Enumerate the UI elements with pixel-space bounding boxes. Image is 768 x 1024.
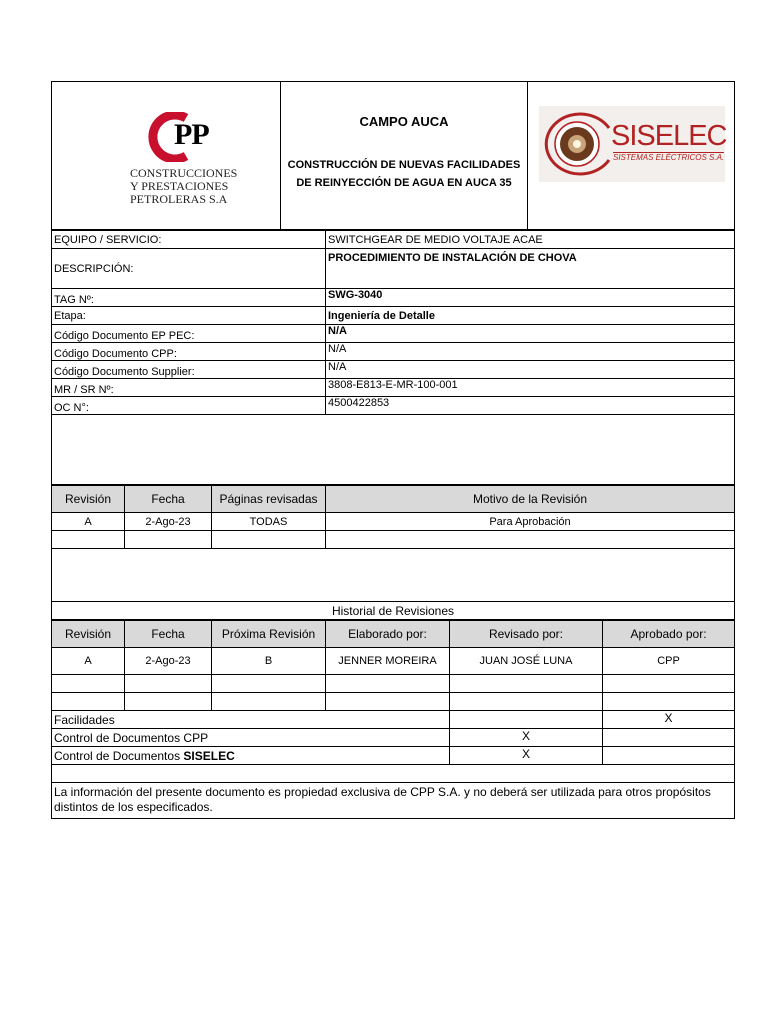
cpp-logo-line1: CONSTRUCCIONES xyxy=(130,166,238,180)
table-cell: 2-Ago-23 xyxy=(125,513,212,531)
cpp-logo-line3: PETROLERAS S.A xyxy=(130,192,228,206)
distribution-row xyxy=(52,729,735,747)
table-cell xyxy=(52,675,125,693)
table-cell: JUAN JOSÉ LUNA xyxy=(450,648,603,675)
table-cell: A xyxy=(52,648,125,675)
col-header: Fecha xyxy=(125,621,212,648)
table-cell: B xyxy=(212,648,326,675)
info-row xyxy=(52,307,735,325)
info-value: 4500422853 xyxy=(326,397,735,415)
info-row xyxy=(52,343,735,361)
col-header: Elaborado por: xyxy=(326,621,450,648)
info-value: N/A xyxy=(326,325,735,343)
info-value: N/A xyxy=(326,361,735,379)
info-row xyxy=(52,289,735,307)
info-row xyxy=(52,249,735,289)
info-label: MR / SR Nº: xyxy=(52,379,326,397)
page-title: CAMPO AUCA xyxy=(359,114,449,129)
table-row xyxy=(52,693,735,711)
document-sheet xyxy=(51,81,734,819)
table-cell xyxy=(125,693,212,711)
info-row xyxy=(52,361,735,379)
info-row xyxy=(52,325,735,343)
distribution-aprobado xyxy=(603,747,735,765)
spacer-row xyxy=(52,549,735,602)
table-cell: CPP xyxy=(603,648,735,675)
table-cell xyxy=(326,675,450,693)
cpp-logo xyxy=(130,112,281,212)
distribution-row xyxy=(52,747,735,765)
table-cell xyxy=(212,531,326,549)
info-label: Código Documento CPP: xyxy=(52,343,326,361)
table-cell xyxy=(450,693,603,711)
info-table xyxy=(51,230,735,485)
distribution-label: Control de Documentos xyxy=(54,748,184,763)
history-title: Historial de Revisiones xyxy=(52,602,735,620)
info-label: Código Documento EP PEC: xyxy=(52,325,326,343)
info-label: OC N°: xyxy=(52,397,326,415)
col-header: Revisión xyxy=(52,486,125,513)
table-row xyxy=(52,531,735,549)
subtitle-line2: DE REINYECCIÓN DE AGUA EN AUCA 35 xyxy=(296,177,512,189)
info-label: DESCRIPCIÓN: xyxy=(52,249,326,289)
info-row xyxy=(52,379,735,397)
table-cell xyxy=(603,675,735,693)
table-cell xyxy=(326,531,735,549)
table-row xyxy=(52,675,735,693)
info-value: PROCEDIMIENTO DE INSTALACIÓN DE CHOVA xyxy=(326,249,735,289)
siselec-logo-name: SISELEC xyxy=(611,120,727,152)
distribution-aprobado xyxy=(603,729,735,747)
header-table xyxy=(51,81,735,230)
distribution-aprobado: X xyxy=(603,711,735,729)
siselec-logo-tagline: SISTEMAS ELÉCTRICOS S.A. xyxy=(613,153,725,162)
col-header: Revisado por: xyxy=(450,621,603,648)
table-cell xyxy=(52,531,125,549)
info-value: N/A xyxy=(326,343,735,361)
siselec-logo-cell xyxy=(528,82,735,230)
history-header-row xyxy=(52,621,735,648)
distribution-label-bold: SISELEC xyxy=(183,748,235,763)
footer-disclaimer xyxy=(52,783,735,819)
spacer-row xyxy=(52,765,735,783)
col-header: Páginas revisadas xyxy=(212,486,326,513)
table-cell xyxy=(125,531,212,549)
table-cell: TODAS xyxy=(212,513,326,531)
info-row xyxy=(52,231,735,249)
table-cell: Para Aprobación xyxy=(326,513,735,531)
distribution-label: Control de Documentos CPP xyxy=(52,729,450,747)
header-title-cell xyxy=(281,82,528,230)
info-label: Etapa: xyxy=(52,307,326,325)
footer-line2: distintos de los especificados. xyxy=(54,800,213,814)
table-cell xyxy=(125,675,212,693)
col-header: Revisión xyxy=(52,621,125,648)
subtitle-line1: CONSTRUCCIÓN DE NUEVAS FACILIDADES xyxy=(287,159,521,171)
table-cell xyxy=(603,693,735,711)
distribution-revisado: X xyxy=(450,729,603,747)
distribution-label-cell xyxy=(52,747,450,765)
siselec-logo xyxy=(539,106,725,182)
info-label: TAG Nº: xyxy=(52,289,326,307)
distribution-revisado: X xyxy=(450,747,603,765)
table-cell xyxy=(52,693,125,711)
col-header: Fecha xyxy=(125,486,212,513)
info-row xyxy=(52,397,735,415)
cpp-logo-cell xyxy=(52,82,281,230)
cpp-logo-line2: Y PRESTACIONES xyxy=(130,179,229,193)
table-cell: JENNER MOREIRA xyxy=(326,648,450,675)
table-cell: A xyxy=(52,513,125,531)
table-cell: 2-Ago-23 xyxy=(125,648,212,675)
info-value: SWG-3040 xyxy=(326,289,735,307)
footer-line1: La información del presente documento es propiedad exclusiva de CPP S.A. y no deberá ser utilizada para otros propósitos xyxy=(54,785,711,799)
col-header: Motivo de la Revisión xyxy=(326,486,735,513)
revision-header-row xyxy=(52,486,735,513)
info-label: EQUIPO / SERVICIO: xyxy=(52,231,326,249)
table-cell xyxy=(212,675,326,693)
history-table xyxy=(51,620,735,819)
spacer-row xyxy=(52,415,735,485)
table-cell xyxy=(326,693,450,711)
col-header: Aprobado por: xyxy=(603,621,735,648)
info-value: 3808-E813-E-MR-100-001 xyxy=(326,379,735,397)
revision-table xyxy=(51,485,735,620)
info-value: SWITCHGEAR DE MEDIO VOLTAJE ACAE xyxy=(326,231,735,249)
col-header: Próxima Revisión xyxy=(212,621,326,648)
distribution-row xyxy=(52,711,735,729)
info-value: Ingeniería de Detalle xyxy=(326,307,735,325)
table-cell xyxy=(212,693,326,711)
cpp-logo-mark: PP xyxy=(174,118,209,151)
table-cell xyxy=(450,675,603,693)
info-label: Código Documento Supplier: xyxy=(52,361,326,379)
siselec-emblem-icon xyxy=(539,106,617,182)
table-row xyxy=(52,513,735,531)
distribution-revisado xyxy=(450,711,603,729)
distribution-label: Facilidades xyxy=(52,711,450,729)
table-row xyxy=(52,648,735,675)
